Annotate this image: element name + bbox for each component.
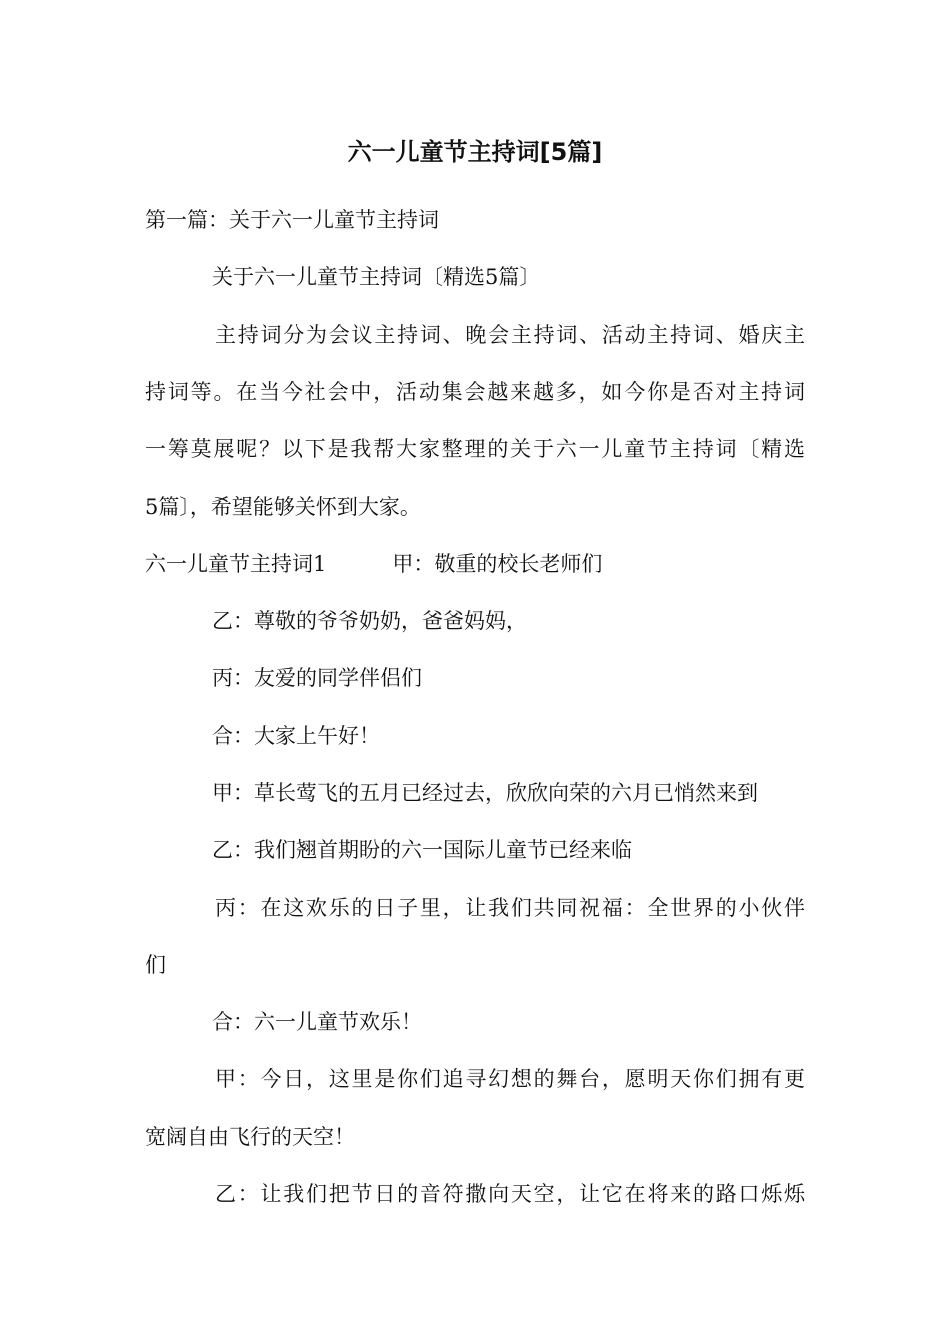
intro-line-1: 主持词分为会议主持词、晚会主持词、活动主持词、婚庆主 — [215, 323, 805, 347]
section-heading: 第一篇：关于六一儿童节主持词 — [145, 208, 439, 232]
script-line: 丙：友爱的同学伴侣们 — [212, 666, 422, 690]
document-title: 六一儿童节主持词[5篇] — [347, 138, 603, 166]
script-line: 们 — [145, 953, 166, 977]
script-line: 合：大家上午好！ — [212, 724, 380, 748]
script-heading: 六一儿童节主持词1 — [145, 552, 327, 576]
script-first-row — [145, 549, 602, 579]
script-line: 乙：尊敬的爷爷奶奶，爸爸妈妈， — [212, 609, 527, 633]
intro-line-2: 持词等。在当今社会中，活动集会越来越多，如今你是否对主持词 — [145, 380, 805, 404]
script-line: 甲：今日，这里是你们追寻幻想的舞台，愿明天你们拥有更 — [215, 1067, 805, 1091]
script-line: 丙：在这欢乐的日子里，让我们共同祝福：全世界的小伙伴 — [215, 896, 805, 920]
script-line: 乙：我们翘首期盼的六一国际儿童节已经来临 — [212, 838, 632, 862]
subtitle: 关于六一儿童节主持词〔精选5篇〕 — [212, 265, 541, 289]
script-line: 甲：草长莺飞的五月已经过去，欣欣向荣的六月已悄然来到 — [212, 781, 758, 805]
intro-line-3: 一筹莫展呢？以下是我帮大家整理的关于六一儿童节主持词〔精选 — [145, 437, 805, 461]
intro-line-4: 5篇〕，希望能够关怀到大家。 — [145, 495, 421, 519]
script-line: 甲：敬重的校长老师们 — [392, 552, 603, 576]
script-line: 宽阔自由飞行的天空！ — [145, 1125, 355, 1149]
script-line: 合：六一儿童节欢乐！ — [212, 1010, 422, 1034]
script-line: 乙：让我们把节日的音符撒向天空，让它在将来的路口烁烁 — [215, 1182, 805, 1206]
